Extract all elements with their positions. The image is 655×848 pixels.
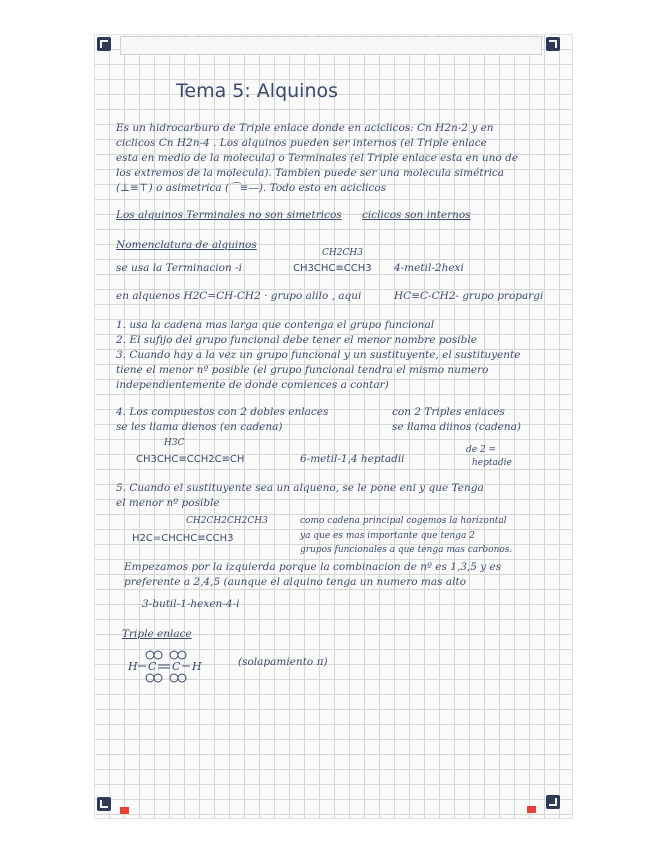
rule-line: se les llama dienos (en cadena)	[116, 421, 283, 433]
text-line: HC≡C-CH2- grupo propargi	[394, 290, 544, 302]
svg-text:H: H	[128, 660, 138, 673]
text-line: en alquenos H2C=CH-CH2 · grupo alilo , aqui	[116, 290, 362, 302]
rule-line: se llama diinos (cadena)	[392, 421, 522, 433]
rule-line: el menor nº posible	[116, 497, 220, 509]
corner-marker-icon	[546, 37, 560, 51]
compound-name: 6-metil-1,4 heptadii	[300, 453, 405, 465]
rule-line: con 2 Triples enlaces	[392, 406, 505, 418]
aside-note: de 2 =	[466, 445, 497, 455]
text-line: esta en medio de la molecula) o Terminales (el Triple enlace esta en uno de	[116, 152, 519, 164]
svg-text:C: C	[172, 660, 181, 673]
svg-text:C: C	[148, 660, 157, 673]
compound-name: 4-metil-2hexi	[394, 262, 464, 274]
branch-label: H3C	[164, 438, 185, 448]
svg-text:H: H	[192, 660, 202, 673]
red-marker	[527, 806, 536, 813]
text-line: Es un hidrocarburo de Triple enlace donde en aciclicos: Cn H2n-2 y en	[116, 122, 494, 134]
text-line: los extremos de la molecula). Tambien puede ser una molecula simétrica	[116, 167, 505, 179]
rule-line: 3. Cuando hay a la vez un grupo funcional y un sustituyente, el sustituyente	[116, 349, 521, 361]
text-line: preferente a 2,4,5 (aunque el alquino tenga un numero mas alto	[124, 576, 467, 588]
corner-marker-icon	[97, 37, 111, 51]
rule-line: independientemente de donde comiences a contar)	[116, 379, 389, 391]
formula: H2C=CHCHC≡CCH3	[132, 533, 234, 544]
text-line: Empezamos por la izquierda porque la combinacion de nº es 1,3,5 y es	[124, 561, 502, 573]
compound-name: 3-butil-1-hexen-4-i	[142, 598, 240, 610]
side-note: ya que es mas importante que tenga 2	[300, 531, 475, 541]
rule-line: 4. Los compuestos con 2 dobles enlaces	[116, 406, 329, 418]
section-heading: Nomenclatura de alquinos	[116, 239, 257, 251]
note-terminal: Los alquinos Terminales no son simetricos	[116, 209, 342, 221]
page-title: Tema 5: Alquinos	[176, 80, 339, 102]
rule-line: 2. El sufijo del grupo funcional debe tener el menor nombre posible	[116, 334, 477, 346]
corner-marker-icon	[546, 795, 560, 809]
diagram-caption: (solapamiento π)	[238, 656, 328, 668]
rule-line: 5. Cuando el sustituyente sea un alqueno, se le pone eni y que Tenga	[116, 482, 484, 494]
branch-label: CH2CH2CH2CH3	[186, 516, 268, 526]
section-heading: Triple enlace	[122, 628, 192, 640]
triple-bond-diagram	[124, 648, 244, 684]
side-note: como cadena principal cogemos la horizontal	[300, 516, 507, 526]
aside-note: heptadie	[472, 458, 512, 468]
red-marker	[120, 807, 129, 814]
side-note: grupos funcionales a que tenga mas carbonos.	[300, 545, 513, 555]
header-band	[120, 36, 542, 55]
text-line: (⊥≡⊤) o asimetrica (⌒≡—). Todo esto en aciclicos	[116, 182, 387, 194]
rule-line: tiene el menor nº posible (el grupo funcional tendra el mismo numero	[116, 364, 489, 376]
note-ciclicos: ciclicos son internos	[362, 209, 471, 221]
formula: CH3CHC≡CCH3	[293, 263, 372, 274]
rule-line: 1. usa la cadena mas larga que contenga el grupo funcional	[116, 319, 435, 331]
text-line: ciclicos Cn H2n-4 . Los alquinos pueden ser internos (el Triple enlace	[116, 137, 487, 149]
corner-marker-icon	[97, 797, 111, 811]
branch-label: CH2CH3	[322, 248, 363, 258]
formula: CH3CHC≡CCH2C≡CH	[136, 454, 245, 465]
text-line: se usa la Terminacion -i	[116, 262, 242, 274]
